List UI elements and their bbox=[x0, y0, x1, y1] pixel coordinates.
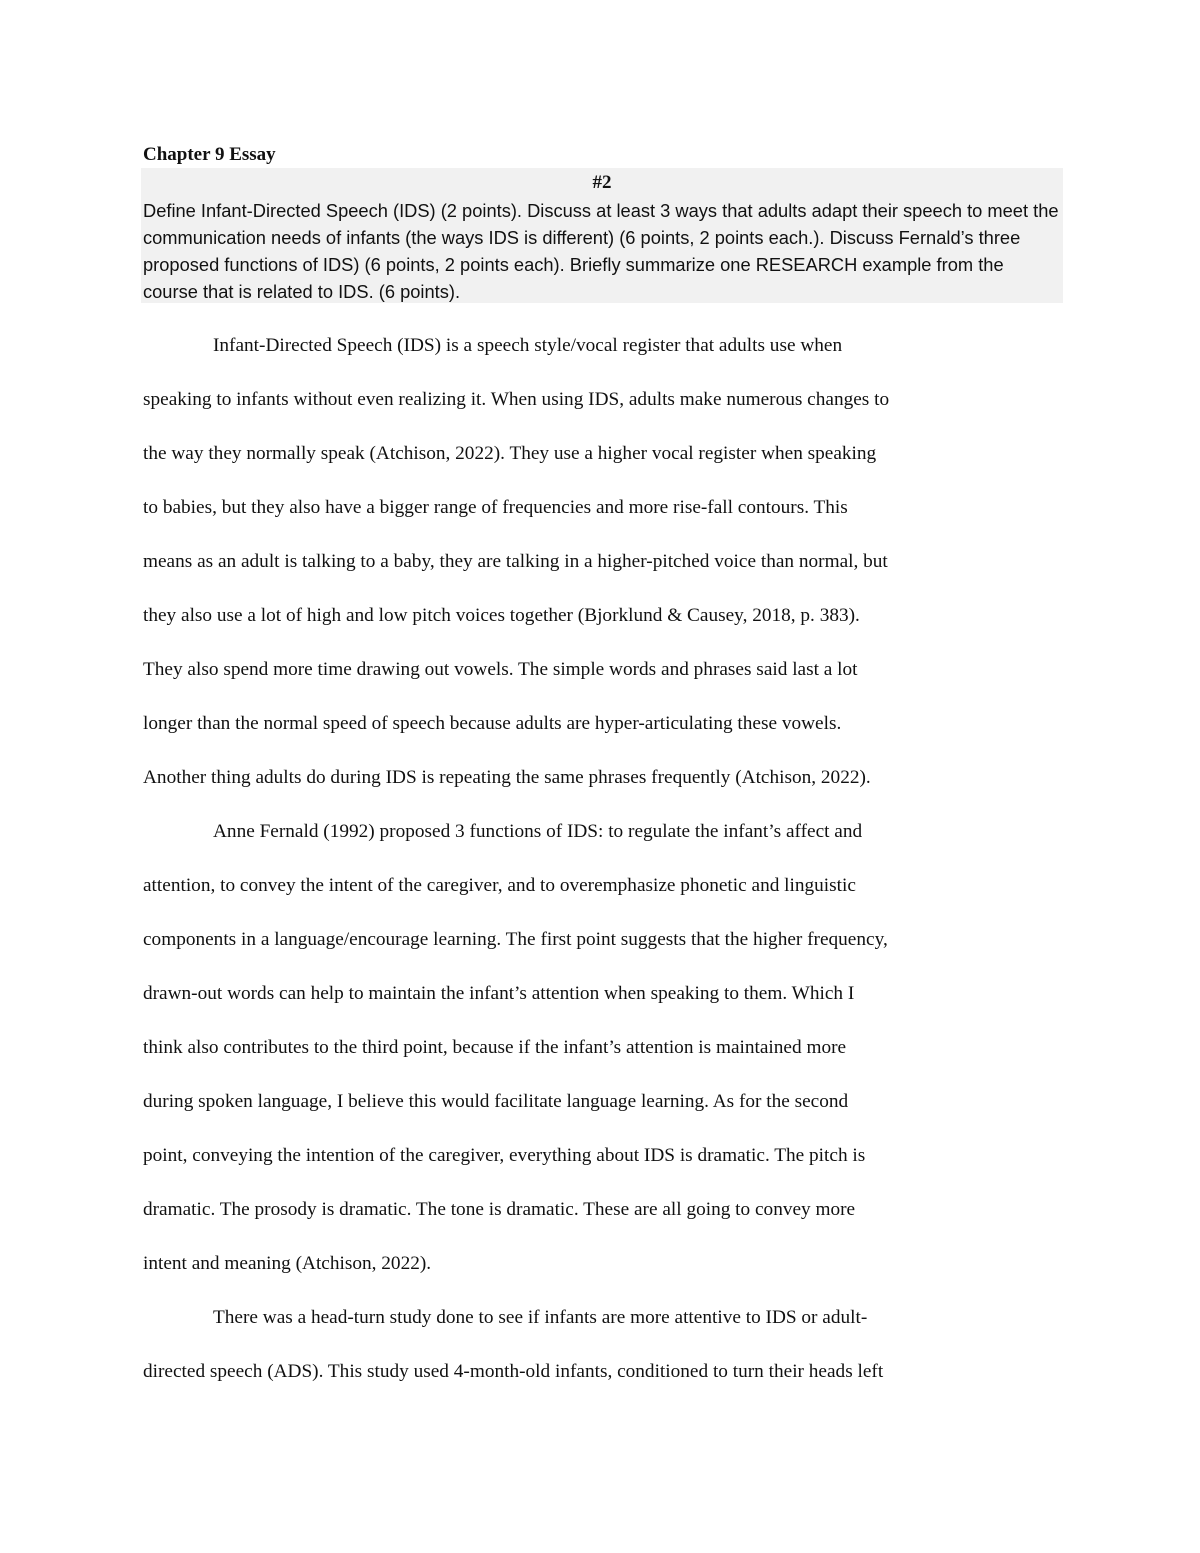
essay-body bbox=[143, 327, 1063, 1407]
paragraph-1-line: the way they normally speak (Atchison, 2022). They use a higher vocal register when speaking bbox=[143, 443, 877, 464]
prompt-number: #2 bbox=[592, 172, 612, 193]
paragraph-2-line: during spoken language, I believe this would facilitate language learning. As for the second bbox=[143, 1091, 849, 1112]
prompt-text: Define Infant-Directed Speech (IDS) (2 points). Discuss at least 3 ways that adults adapt their speech to meet the communication needs of infants (the ways IDS is different) (6 points, 2 points each.). Discuss Fernald’s three proposed functions of IDS) (6 points, 2 points each). Briefly summarize one RESEARCH example from the course that is related to IDS. (6 points). bbox=[143, 200, 1059, 302]
paragraph-1-line: they also use a lot of high and low pitch voices together (Bjorklund & Causey, 2018, p. 383). bbox=[143, 605, 860, 626]
paragraph-1-line: They also spend more time drawing out vowels. The simple words and phrases said last a lot bbox=[143, 659, 858, 680]
paragraph-1-line: speaking to infants without even realizing it. When using IDS, adults make numerous changes to bbox=[143, 389, 890, 410]
paragraph-1-line: to babies, but they also have a bigger range of frequencies and more rise-fall contours. This bbox=[143, 497, 848, 518]
paragraph-2-line: dramatic. The prosody is dramatic. The tone is dramatic. These are all going to convey more bbox=[143, 1199, 856, 1220]
paragraph-1-line: Infant-Directed Speech (IDS) is a speech style/vocal register that adults use when bbox=[213, 335, 843, 356]
essay-heading: Chapter 9 Essay bbox=[143, 144, 276, 165]
paragraph-3-line: directed speech (ADS). This study used 4-month-old infants, conditioned to turn their heads left bbox=[143, 1361, 884, 1382]
paragraph-2-line: Anne Fernald (1992) proposed 3 functions of IDS: to regulate the infant’s affect and bbox=[213, 821, 863, 842]
paragraph-2-line: intent and meaning (Atchison, 2022). bbox=[143, 1253, 432, 1274]
paragraph-2-line: think also contributes to the third point, because if the infant’s attention is maintained more bbox=[143, 1037, 847, 1058]
paragraph-2-line: components in a language/encourage learning. The first point suggests that the higher frequency, bbox=[143, 929, 888, 950]
paragraph-1-line: Another thing adults do during IDS is repeating the same phrases frequently (Atchison, 2022). bbox=[143, 767, 871, 788]
prompt-box bbox=[141, 168, 1063, 303]
paragraph-2-line: drawn-out words can help to maintain the infant’s attention when speaking to them. Which I bbox=[143, 983, 855, 1004]
paragraph-2-line: point, conveying the intention of the caregiver, everything about IDS is dramatic. The pitch is bbox=[143, 1145, 866, 1166]
paragraph-2-line: attention, to convey the intent of the caregiver, and to overemphasize phonetic and linguistic bbox=[143, 875, 856, 896]
paragraph-1-line: longer than the normal speed of speech because adults are hyper-articulating these vowels. bbox=[143, 713, 842, 734]
paragraph-1-line: means as an adult is talking to a baby, they are talking in a higher-pitched voice than normal, but bbox=[143, 551, 888, 572]
paragraph-3-line: There was a head-turn study done to see if infants are more attentive to IDS or adult- bbox=[213, 1307, 868, 1328]
